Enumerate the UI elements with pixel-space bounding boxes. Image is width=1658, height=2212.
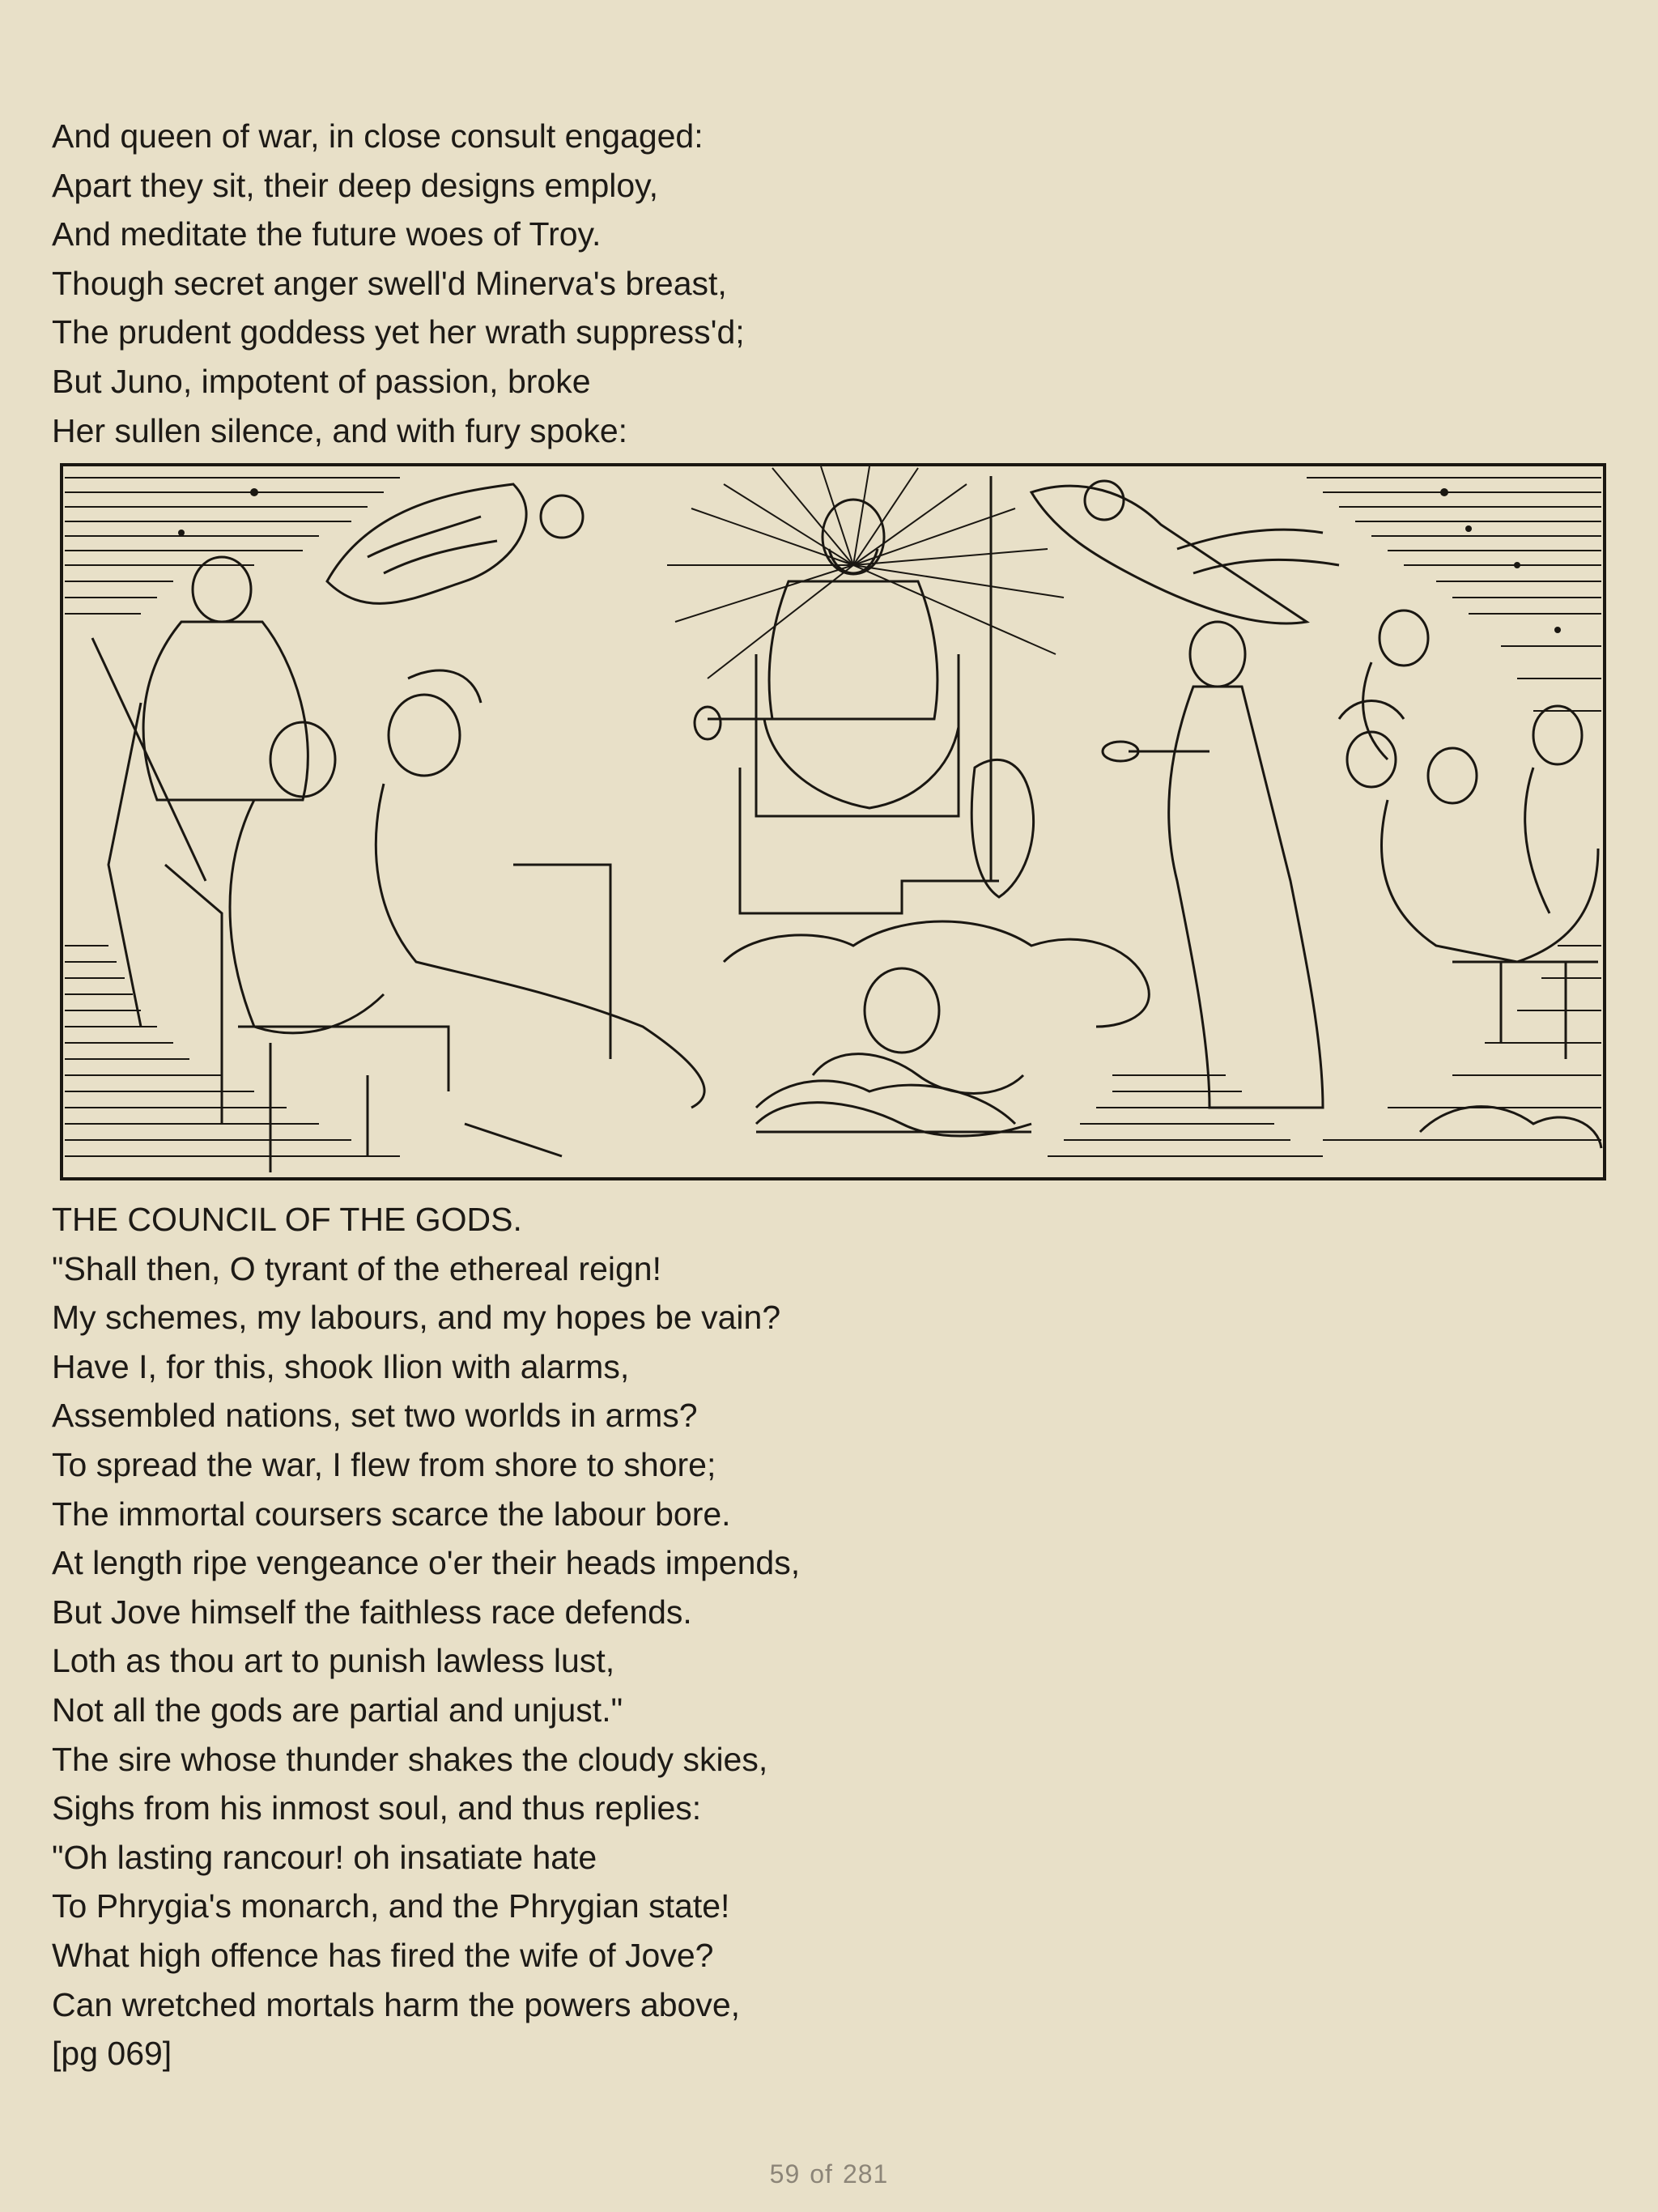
enthroned-god: [695, 476, 1034, 913]
sky-hatching-left: [65, 478, 400, 1156]
reclining-figure: [756, 968, 1031, 1136]
text-line: Loth as thou art to punish lawless lust,: [52, 1642, 615, 1680]
total-pages-number: 281: [842, 2159, 889, 2189]
text-line: To spread the war, I flew from shore to shore;: [52, 1445, 716, 1483]
text-line: And meditate the future woes of Troy.: [52, 215, 602, 253]
text-line: And queen of war, in close consult engaged:: [52, 117, 704, 155]
page-of-label: of: [810, 2159, 833, 2189]
text-line: "Shall then, O tyrant of the ethereal reign!: [52, 1249, 661, 1287]
text-line: What high offence has fired the wife of Jove?: [52, 1936, 714, 1974]
illustration-caption: THE COUNCIL OF THE GODS.: [52, 1201, 522, 1238]
stars: [178, 488, 1561, 633]
text-line: Apart they sit, their deep designs employ,: [52, 166, 659, 204]
text-line: Not all the gods are partial and unjust.": [52, 1691, 623, 1729]
page-indicator: [0, 2159, 1658, 2189]
seated-gods-left: [92, 557, 704, 1172]
text-line: But Juno, impotent of passion, broke: [52, 362, 591, 400]
text-line: At length ripe vengeance o'er their heads impends,: [52, 1544, 801, 1582]
text-block-bottom: [52, 1195, 1590, 2078]
current-page-number: 59: [769, 2159, 801, 2189]
text-line: Assembled nations, set two worlds in arms?: [52, 1397, 698, 1435]
text-line: Have I, for this, shook Ilion with alarms,: [52, 1347, 630, 1385]
text-line: To Phrygia's monarch, and the Phrygian state!: [52, 1887, 730, 1925]
text-line: "Oh lasting rancour! oh insatiate hate: [52, 1838, 597, 1876]
text-line: My schemes, my labours, and my hopes be vain?: [52, 1299, 781, 1337]
text-line: Sighs from his inmost soul, and thus replies:: [52, 1789, 702, 1827]
text-block-top: [52, 112, 1590, 455]
council-of-the-gods-illustration[interactable]: [60, 460, 1606, 1185]
sky-hatching-right: [1048, 478, 1601, 1156]
text-line: Though secret anger swell'd Minerva's breast,: [52, 264, 727, 302]
engraving-svg: [60, 460, 1606, 1185]
text-line: The prudent goddess yet her wrath suppress'd;: [52, 313, 745, 351]
text-line: The immortal coursers scarce the labour bore.: [52, 1495, 731, 1533]
clouds: [724, 921, 1601, 1148]
text-line: Her sullen silence, and with fury spoke:: [52, 411, 628, 449]
text-line: Can wretched mortals harm the powers above,: [52, 1985, 741, 2023]
text-line: The sire whose thunder shakes the cloudy skies,: [52, 1740, 768, 1778]
standing-goddesses-right: [1103, 610, 1598, 1108]
text-line: But Jove himself the faithless race defends.: [52, 1593, 692, 1631]
page-marker: [pg 069]: [52, 2035, 172, 2073]
